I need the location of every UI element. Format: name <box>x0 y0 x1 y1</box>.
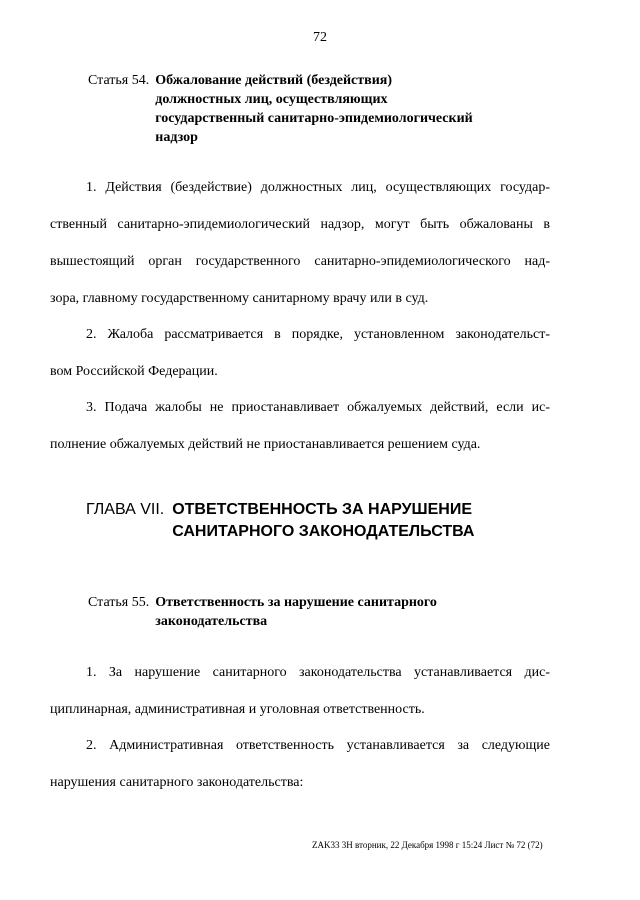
text-line: вом Российской Федерации. <box>50 364 218 379</box>
text-line: 1. Действия (бездействие) должностных лиц, осуществляющих государ- <box>86 180 550 195</box>
article-55-label: Статья 55. <box>88 595 150 610</box>
chapter-7-heading <box>86 499 474 543</box>
chapter-title-line: ОТВЕТСТВЕННОСТЬ ЗА НАРУШЕНИЕ <box>172 501 473 518</box>
article-54-title-line: Обжалование действий (бездействия) <box>155 73 393 88</box>
page-footer: ZAK33 3Н вторник, 22 Декабря 1998 г 15:24 Лист № 72 (72) <box>312 840 543 850</box>
article-54-title-line: должностных лиц, осуществляющих <box>155 92 388 107</box>
chapter-label: ГЛАВА VII. <box>86 501 165 518</box>
text-line: вышестоящий орган государственного санитарно-эпидемиологического над- <box>50 254 550 269</box>
text-line: 1. За нарушение санитарного законодательства устанавливается дис- <box>86 665 550 680</box>
article-54-title <box>155 71 472 147</box>
chapter-title <box>172 499 474 543</box>
text-line: нарушения санитарного законодательства: <box>50 775 304 790</box>
page-number: 72 <box>313 30 327 45</box>
text-line: циплинарная, административная и уголовная ответственность. <box>50 702 425 717</box>
text-line: 3. Подача жалобы не приостанавливает обжалуемых действий, если ис- <box>86 400 550 415</box>
text-line: зора, главному государственному санитарному врачу или в суд. <box>50 291 429 306</box>
article-54-title-line: надзор <box>155 130 198 145</box>
chapter-title-line: САНИТАРНОГО ЗАКОНОДАТЕЛЬСТВА <box>172 523 475 540</box>
article-55-heading <box>88 593 568 631</box>
article-54-label: Статья 54. <box>88 73 150 88</box>
article-54-title-line: государственный санитарно-эпидемиологический <box>155 111 473 126</box>
text-line: полнение обжалуемых действий не приостанавливается решением суда. <box>50 437 481 452</box>
article-55-title <box>155 593 437 631</box>
text-line: 2. Жалоба рассматривается в порядке, установленном законодательст- <box>86 327 550 342</box>
text-line: 2. Административная ответственность устанавливается за следующие <box>86 738 550 753</box>
article-55-title-line: законодательства <box>155 614 268 629</box>
article-55-title-line: Ответственность за нарушение санитарного <box>155 595 437 610</box>
article-54-heading <box>88 71 568 147</box>
text-line: ственный санитарно-эпидемиологический надзор, могут быть обжалованы в <box>50 217 550 232</box>
